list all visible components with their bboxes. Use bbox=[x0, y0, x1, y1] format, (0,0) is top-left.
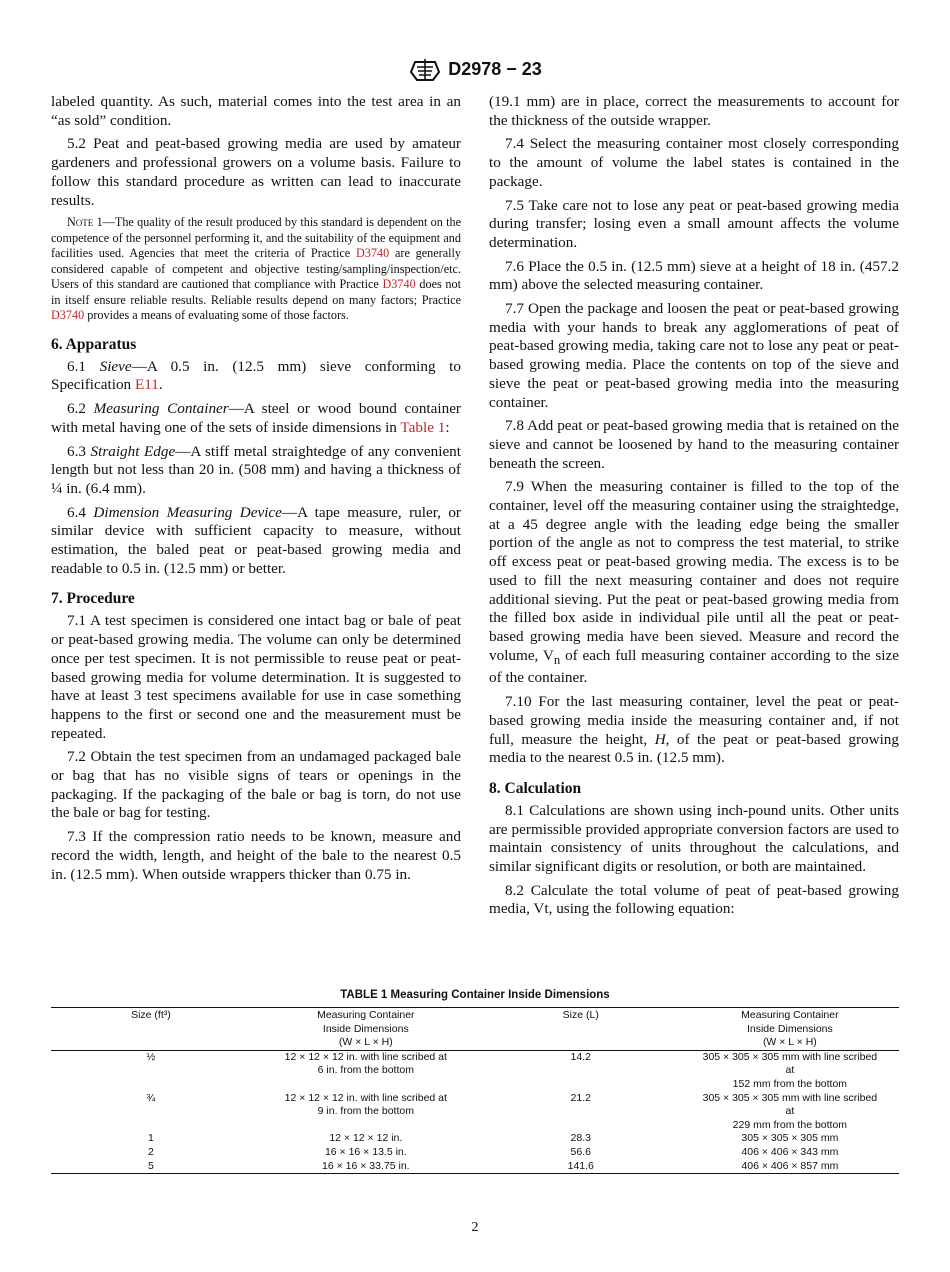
paragraph-7-7: 7.7 Open the package and loosen the peat or peat-based growing media with your hands to break any agglomerations of peat of peat-based growing media, taking care not to lose any peat or peat-based growing media. Place the contents on top of the sieve and sieve the peat or peat-based growing media into the measuring container. bbox=[489, 300, 899, 411]
paragraph-7-1: 7.1 A test specimen is considered one intact bag or bale of peat or peat-based growing media. The volume can only be determined once per test specimen. It is not permissible to reuse peat or peat-based growing media for volume determination. It is suggested to have at least 3 test specimens available for use in case something happens to the first or second one and the measurement must be repeated. bbox=[51, 612, 461, 742]
paragraph-7-3-continued: (19.1 mm) are in place, correct the measurements to account for the thickness of the outside wrapper. bbox=[489, 93, 899, 129]
paragraph-7-8: 7.8 Add peat or peat-based growing media that is retained on the sieve and cannot be loosened by hand to the measuring container beneath the screen. bbox=[489, 417, 899, 472]
document-designation: D2978 − 23 bbox=[448, 58, 542, 79]
header-size-l: Size (L) bbox=[562, 1009, 599, 1021]
note-label: Note bbox=[67, 215, 94, 230]
table-1 bbox=[51, 988, 899, 1174]
paragraph-6-2: 6.2 Measuring Container—A steel or wood bound container with metal having one of the sets of inside dimensions in Table 1: bbox=[51, 400, 461, 436]
paragraph-6-4: 6.4 Dimension Measuring Device—A tape measure, ruler, or similar device with sufficient capacity to measure, without estimation, the baled peat or peat-based growing media and readable to 0.5 in. (12.5 mm) or better. bbox=[51, 503, 461, 577]
page-header bbox=[0, 54, 950, 84]
header-inside-dimensions-in: Measuring Container Inside Dimensions (W × L × H) bbox=[317, 1009, 415, 1049]
paragraph-7-4: 7.4 Select the measuring container most closely corresponding to the amount of volume the label states is contained in the package. bbox=[489, 135, 899, 190]
table-row: 2 16 × 16 × 13.5 in. 56.6 406 × 406 × 343 mm bbox=[148, 1145, 839, 1158]
link-table-1[interactable]: Table 1 bbox=[400, 418, 446, 436]
table-row: 5 16 × 16 × 33.75 in. 141.6 406 × 406 × 857 mm bbox=[148, 1159, 839, 1172]
section-heading-calculation: 8. Calculation bbox=[489, 779, 582, 797]
right-column bbox=[489, 93, 899, 924]
paragraph-7-5: 7.5 Take care not to lose any peat or peat-based growing media during transfer; losing even a small amount affects the volume determination. bbox=[489, 196, 899, 251]
header-inside-dimensions-mm: Measuring Container Inside Dimensions (W × L × H) bbox=[741, 1009, 839, 1049]
header-size-ft3: Size (ft³) bbox=[131, 1009, 171, 1021]
paragraph-7-3: 7.3 If the compression ratio needs to be known, measure and record the width, length, and height of the bale to the nearest 0.5 in. (12.5 mm). When outside wrappers thicker than 0.75 in. bbox=[51, 828, 461, 883]
paragraph-8-2: 8.2 Calculate the total volume of peat of peat-based growing media, Vt, using the following equation: bbox=[489, 881, 899, 918]
measuring-container-table bbox=[51, 1007, 899, 1174]
section-heading-procedure: 7. Procedure bbox=[51, 590, 135, 608]
link-e11[interactable]: E11 bbox=[134, 376, 159, 394]
left-column bbox=[51, 93, 461, 889]
table-row: 1 12 × 12 × 12 in. 28.3 305 × 305 × 305 mm bbox=[148, 1132, 839, 1145]
paragraph-8-1: 8.1 Calculations are shown using inch-pound units. Other units are permissible provided appropriate conversion factors are used to maintain consistency of units throughout the calculations, and similar significant digits or resolution, or both are maintained. bbox=[489, 801, 899, 876]
table-header-row bbox=[51, 1008, 899, 1051]
paragraph-7-6: 7.6 Place the 0.5 in. (12.5 mm) sieve at a height of 18 in. (457.2 mm) above the selected measuring container. bbox=[489, 257, 899, 294]
note-1: Note 1—The quality of the result produced by this standard is dependent on the competence of the personnel performing it, and the suitability of the equipment and facilities used. Agencies that meet the criteria of Practice D3740 are generally considered capable of competent and objective testing/sampling/inspection/etc. Users of this standard are cautioned that compliance with Practice D3740 does not in itself ensure reliable results. Reliable results depend on many factors; Practice D3740 provides a means of evaluating some of those factors. bbox=[51, 215, 461, 323]
section-heading-apparatus: 6. Apparatus bbox=[51, 335, 137, 353]
paragraph-7-10: 7.10 For the last measuring container, level the peat or peat-based growing media inside the measuring container and, if not full, measure the height, H, of the peat or peat-based growing media to the nearest 0.5 in. (12.5 mm). bbox=[489, 693, 899, 767]
paragraph-7-2: 7.2 Obtain the test specimen from an undamaged packaged bale or bag that has no visible signs of tears or openings in the packaging. If the packaging of the bale or bag is torn, do not use the bale or bag for testing. bbox=[51, 748, 461, 822]
paragraph-5-1-continued: labeled quantity. As such, material comes into the test area in an “as sold” condition. bbox=[51, 93, 461, 129]
link-d3740[interactable]: D3740 bbox=[51, 308, 85, 323]
paragraph-6-1: 6.1 Sieve—A 0.5 in. (12.5 mm) sieve conforming to Specification E11. bbox=[51, 357, 462, 394]
link-d3740[interactable]: D3740 bbox=[382, 277, 416, 292]
paragraph-5-2: 5.2 Peat and peat-based growing media are used by amateur gardeners and professional growers on a volume basis. Failure to follow this standard procedure as written can lead to inaccurate results. bbox=[51, 135, 461, 209]
table-caption: TABLE 1 Measuring Container Inside Dimensions bbox=[340, 989, 610, 1001]
table-row: ½ 12 × 12 × 12 in. with line scribed at 6 in. from the bottom 14.2 305 × 305 × 305 mm with line scribed at 152 mm from the bottom bbox=[146, 1050, 878, 1090]
link-d3740[interactable]: D3740 bbox=[355, 246, 390, 261]
table-row: ¾ 12 × 12 × 12 in. with line scribed at 9 in. from the bottom 21.2 305 × 305 × 305 mm with line scribed at 229 mm from the bottom bbox=[146, 1091, 878, 1131]
paragraph-7-9: 7.9 When the measuring container is filled to the top of the container, level off the measuring container using the straightedge, at a 45 degree angle with the leading edge being the smaller portion of the angle as not to compress the test material, to strike off excess peat or peat-based growing media. The excess is to be used to fill the next measuring container and does not require additional sieving. Put the peat or peat-based growing media from the filled box aside in individual pile until all the peat or peat-based growing media have been sieved. Measure and record the volume, $V_n$ of each full measuring container according to the size of the container. bbox=[489, 478, 899, 687]
page-number: 2 bbox=[471, 1220, 479, 1235]
astm-logo-icon bbox=[408, 56, 442, 82]
paragraph-6-3: 6.3 Straight Edge—A stiff metal straightedge of any convenient length but not less than 20 in. (508 mm) and having a thickness of ¼ in. (6.4 mm). bbox=[51, 442, 461, 497]
